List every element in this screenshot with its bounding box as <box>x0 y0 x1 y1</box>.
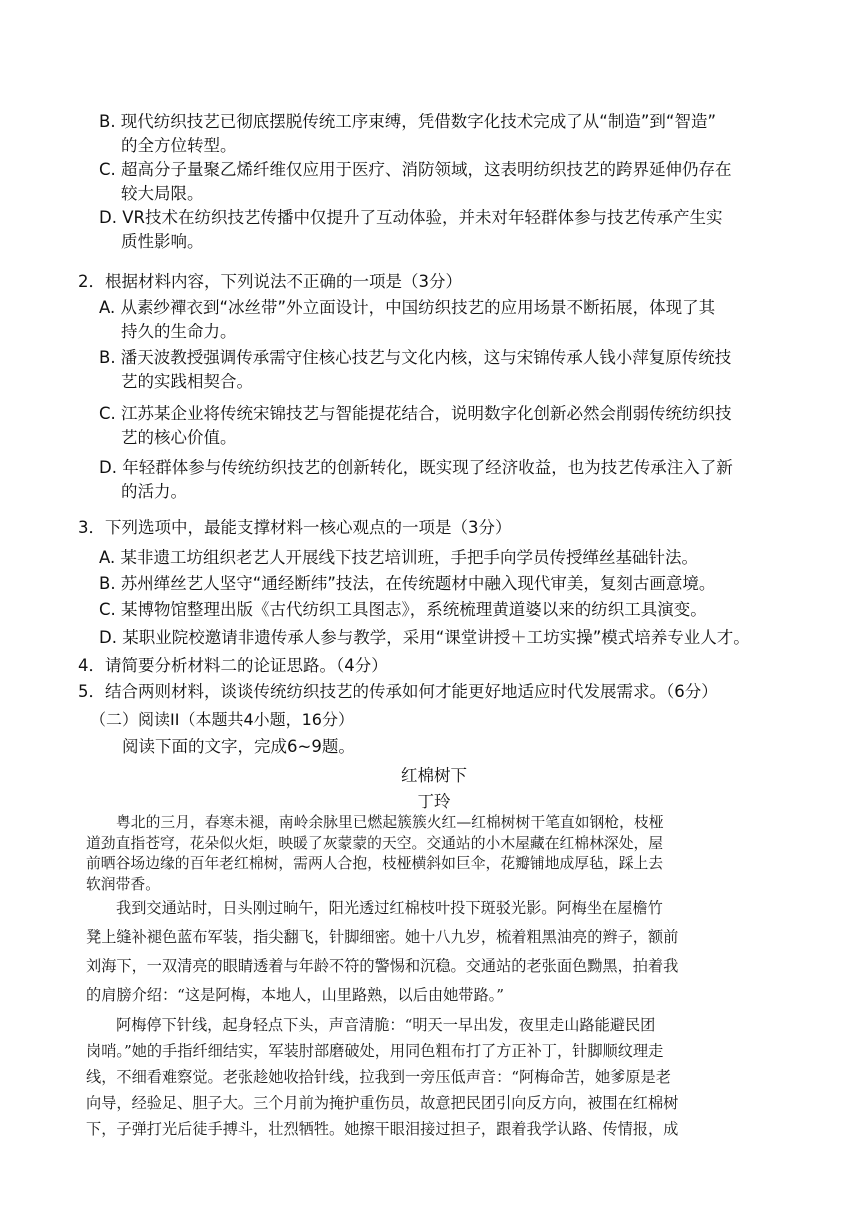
option-line: 艺的实践相契合。 <box>121 372 253 391</box>
q5-stem: 5．结合两则材料，谈谈传统纺织技艺的传承如何才能更好地适应时代发展需求。（6分） <box>78 682 718 701</box>
option-line: D. 年轻群体参与传统纺织技艺的创新转化，既实现了经济收益，也为技艺传承注入了新 <box>99 458 733 477</box>
q3-option-d: D. 某职业院校邀请非遗传承人参与教学，采用“课堂讲授＋工坊实操”模式培养专业人才。 <box>99 628 750 647</box>
option-line: D. VR技术在纺织技艺传播中仅提升了互动体验，并未对年轻群体参与技艺传承产生实 <box>99 208 723 227</box>
paragraph-line: 软润带香。 <box>86 875 160 893</box>
q1-option-c <box>99 158 799 206</box>
q3-option-b: B. 苏州缂丝艺人坚守“通经断纬”技法，在传统题材中融入现代审美，复刻古画意境。 <box>99 574 716 593</box>
paragraph-line: 岗哨。”她的手指纤细结实，军装肘部磨破处，用同色粗布打了方正补丁，针脚顺纹理走 <box>86 1042 664 1060</box>
option-line: 较大局限。 <box>121 184 204 203</box>
paragraph-line: 凳上缝补褪色蓝布军装，指尖翻飞，针脚细密。她十八九岁，梳着粗黑油亮的辫子，额前 <box>86 928 679 946</box>
q2-option-c <box>99 402 799 450</box>
paragraph-line: 向导，经验足、胆子大。三个月前为掩护重伤员，故意把民团引向反方向，被围在红棉树 <box>86 1094 679 1112</box>
option-line: C. 江苏某企业将传统宋锦技艺与智能提花结合，说明数字化创新必然会削弱传统纺织技 <box>99 404 732 423</box>
q3-stem: 3．下列选项中，最能支撑材料一核心观点的一项是（3分） <box>78 518 512 537</box>
option-line: 的活力。 <box>121 482 187 501</box>
q2-stem: 2．根据材料内容，下列说法不正确的一项是（3分） <box>78 272 462 291</box>
story-title: 红棉树下 <box>401 766 467 785</box>
option-line: B. 潘天波教授强调传承需守住核心技艺与文化内核，这与宋锦传承人钱小萍复原传统技 <box>99 348 732 367</box>
story-paragraph-2 <box>86 894 786 1010</box>
q2-option-a <box>99 296 799 344</box>
paragraph-line: 粤北的三月，春寒未褪，南岭余脉里已燃起簇簇火红—红棉树树干笔直如钢枪，枝桠 <box>116 814 664 831</box>
q2-option-d <box>99 456 799 504</box>
paragraph-line: 刘海下，一双清亮的眼睛透着与年龄不符的警惕和沉稳。交通站的老张面色黝黑，拍着我 <box>86 957 679 975</box>
section-heading: （二）阅读II（本题共4小题，16分） <box>90 710 354 729</box>
story-paragraph-1 <box>86 813 786 895</box>
q2-option-b <box>99 346 799 394</box>
story-paragraph-3 <box>86 1012 786 1142</box>
option-line: B. 现代纺织技艺已彻底摆脱传统工序束缚，凭借数字化技术完成了从“制造”到“智造” <box>99 112 717 131</box>
q3-option-c: C. 某博物馆整理出版《古代纺织工具图志》，系统梳理黄道婆以来的纺织工具演变。 <box>99 600 707 619</box>
reading-instruction: 阅读下面的文字，完成6~9题。 <box>122 737 355 756</box>
option-line: 持久的生命力。 <box>121 322 237 341</box>
option-line: C. 超高分子量聚乙烯纤维仅应用于医疗、消防领域，这表明纺织技艺的跨界延伸仍存在 <box>99 160 732 179</box>
q1-option-d <box>99 206 799 254</box>
option-line: 艺的核心价值。 <box>121 428 237 447</box>
paragraph-line: 前晒谷场边缘的百年老红棉树，需两人合抱，枝桠横斜如巨伞，花瓣铺地成厚毡，踩上去 <box>86 855 664 872</box>
q4-stem: 4．请简要分析材料二的论证思路。（4分） <box>78 656 388 675</box>
q1-option-b <box>99 110 799 158</box>
paragraph-line: 道劲直指苍穹，花朵似火炬，映暖了灰蒙蒙的天空。交通站的小木屋藏在红棉林深处，屋 <box>86 834 664 852</box>
paragraph-line: 下，子弹打光后徒手搏斗，壮烈牺牲。她擦干眼泪接过担子，跟着我学认路、传情报，成 <box>86 1120 679 1138</box>
paragraph-line: 的肩膀介绍：“这是阿梅，本地人，山里路熟，以后由她带路。” <box>86 986 504 1004</box>
paragraph-line: 阿梅停下针线，起身轻点下头，声音清脆：“明天一早出发，夜里走山路能避民团 <box>116 1016 656 1034</box>
q3-option-a: A. 某非遗工坊组织老艺人开展线下技艺培训班，手把手向学员传授缂丝基础针法。 <box>99 548 698 567</box>
story-author: 丁玲 <box>417 792 451 811</box>
option-line: 的全方位转型。 <box>121 136 237 155</box>
option-line: 质性影响。 <box>121 232 204 251</box>
paragraph-line: 我到交通站时，日头刚过晌午，阳光透过红棉枝叶投下斑驳光影。阿梅坐在屋檐竹 <box>116 899 663 917</box>
paragraph-line: 线，不细看难察觉。老张趁她收拾针线，拉我到一旁压低声音：“阿梅命苦，她爹原是老 <box>86 1068 671 1086</box>
option-line: A. 从素纱襌衣到“冰丝带”外立面设计，中国纺织技艺的应用场景不断拓展，体现了其 <box>99 298 716 317</box>
